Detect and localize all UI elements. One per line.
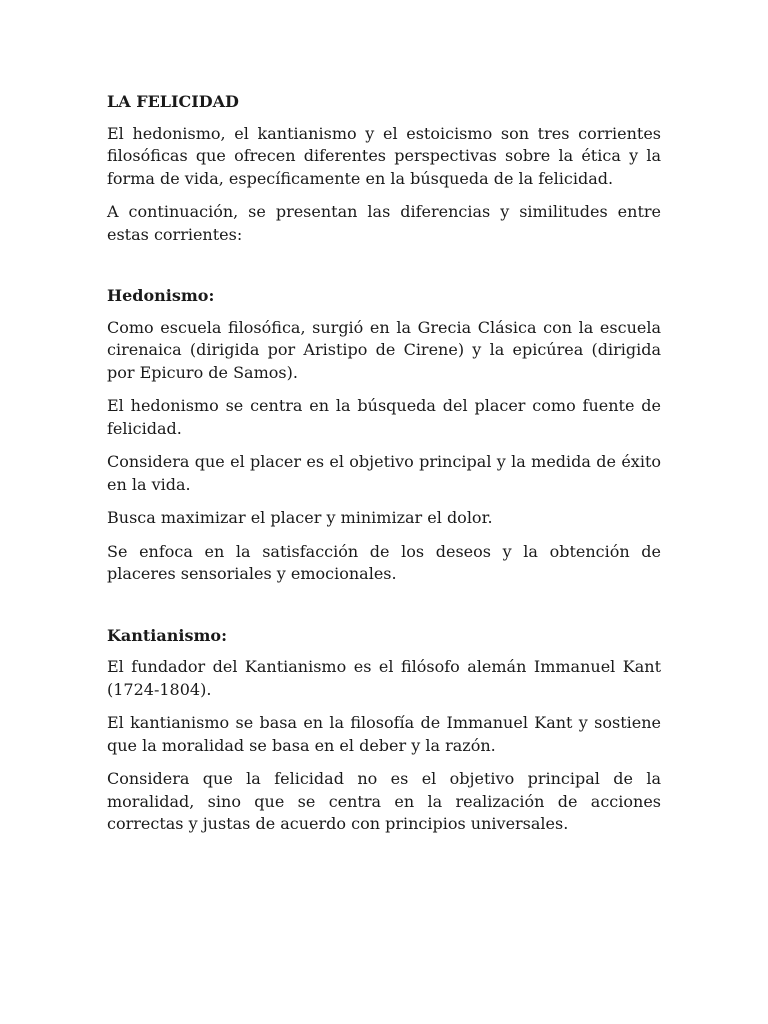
- document-title: LA FELICIDAD: [107, 92, 239, 111]
- kantianismo-paragraph-2: El kantianismo se basa en la filosofía de Immanuel Kant y sostiene que la moralidad se basa en el deber y la razón.: [107, 713, 661, 755]
- intro-paragraph-2: A continuación, se presentan las diferencias y similitudes entre estas corrientes:: [107, 202, 661, 244]
- section-heading-kantianismo: Kantianismo:: [107, 625, 227, 645]
- hedonismo-paragraph-2: El hedonismo se centra en la búsqueda del placer como fuente de felicidad.: [107, 396, 661, 438]
- section-spacer: [107, 597, 661, 625]
- intro-paragraph-1: El hedonismo, el kantianismo y el estoicismo son tres corrientes filosóficas que ofrecen diferentes perspectivas sobre la ética y la forma de vida, específicamente en la búsqueda de la felicidad.: [107, 123, 661, 188]
- section-spacer: [107, 257, 661, 285]
- hedonismo-paragraph-4: Busca maximizar el placer y minimizar el dolor.: [107, 508, 493, 527]
- kantianismo-paragraph-1: El fundador del Kantianismo es el filósofo alemán Immanuel Kant (1724-1804).: [107, 657, 661, 699]
- section-heading-hedonismo: Hedonismo:: [107, 286, 215, 305]
- hedonismo-paragraph-5: Se enfoca en la satisfacción de los deseos y la obtención de placeres sensoriales y emocionales.: [107, 541, 661, 583]
- hedonismo-paragraph-1: Como escuela filosófica, surgió en la Grecia Clásica con la escuela cirenaica (dirigida por Aristipo de Cirene) y la epicúrea (dirigida por Epicuro de Samos).: [107, 317, 661, 382]
- kantianismo-paragraph-3: Considera que la felicidad no es el objetivo principal de la moralidad, sino que se centra en la realización de acciones correctas y justas de acuerdo con principios universales.: [107, 769, 661, 833]
- document-page: [107, 91, 661, 847]
- hedonismo-paragraph-3: Considera que el placer es el objetivo principal y la medida de éxito en la vida.: [107, 452, 661, 494]
